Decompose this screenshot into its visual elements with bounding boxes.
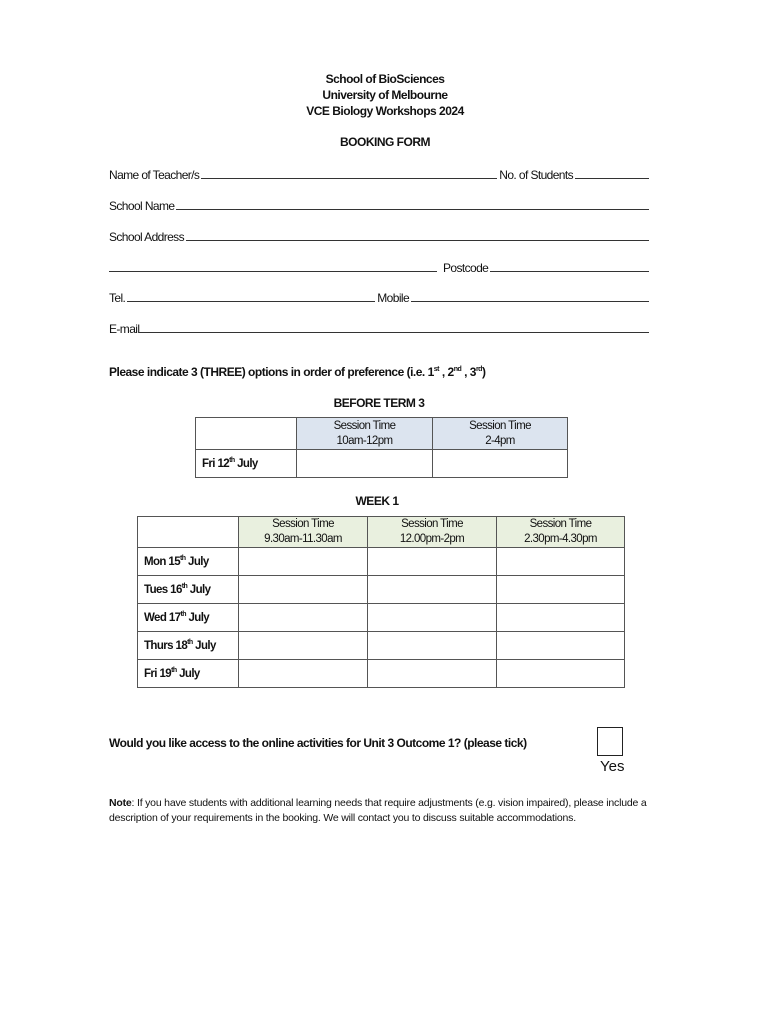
slot-cell[interactable]: [368, 548, 497, 576]
week1-col1-header: Session Time 9.30am-11.30am: [239, 517, 368, 548]
email-row: [109, 320, 651, 336]
tel-label: Tel.: [109, 291, 126, 305]
mobile-label: Mobile: [377, 291, 410, 305]
yes-label: Yes: [600, 758, 625, 775]
school-name-field[interactable]: [176, 208, 649, 210]
before-slot-2[interactable]: [433, 450, 568, 478]
week1-heading: WEEK 1: [355, 494, 399, 508]
slot-cell[interactable]: [497, 548, 625, 576]
school-name-label: School Name: [109, 199, 175, 213]
slot-cell[interactable]: [239, 604, 368, 632]
slot-cell[interactable]: [497, 660, 625, 688]
email-label: E-mail: [109, 322, 140, 336]
teacher-row: [109, 166, 651, 182]
slot-cell[interactable]: [497, 604, 625, 632]
address-postcode-row: [109, 259, 651, 275]
postcode-label: Postcode: [443, 261, 489, 275]
week1-row-label: Wed 17th July: [138, 604, 239, 632]
postcode-field[interactable]: [490, 270, 649, 272]
before-term-heading: BEFORE TERM 3: [333, 396, 425, 410]
note-label: Note: [109, 797, 132, 809]
slot-cell[interactable]: [368, 660, 497, 688]
email-field[interactable]: [139, 331, 649, 333]
school-name-row: [109, 197, 651, 213]
header-line1: School of BioSciences: [325, 72, 445, 86]
before-col2-header: Session Time 2-4pm: [433, 418, 568, 450]
week1-col2-header: Session Time 12.00pm-2pm: [368, 517, 497, 548]
school-address-field[interactable]: [186, 239, 649, 241]
mobile-field[interactable]: [411, 300, 649, 302]
students-label: No. of Students: [499, 168, 574, 182]
header-line2: University of Melbourne: [322, 88, 448, 102]
preference-instruction: Please indicate 3 (THREE) options in order of preference (i.e. 1st , 2nd , 3rd): [109, 365, 486, 379]
corner-cell: [138, 517, 239, 548]
before-row-label: Fri 12th July: [196, 450, 297, 478]
slot-cell[interactable]: [497, 576, 625, 604]
phone-row: [109, 289, 651, 305]
tel-field[interactable]: [127, 300, 375, 302]
header-line3: VCE Biology Workshops 2024: [306, 104, 464, 118]
teacher-label: Name of Teacher/s: [109, 168, 200, 182]
before-term-table: [195, 417, 568, 478]
slot-cell[interactable]: [239, 660, 368, 688]
week1-row-label: Thurs 18th July: [138, 632, 239, 660]
online-activities-question: Would you like access to the online activities for Unit 3 Outcome 1? (please tick): [109, 736, 527, 750]
slot-cell[interactable]: [368, 576, 497, 604]
school-address-label: School Address: [109, 230, 184, 244]
before-col1-header: Session Time 10am-12pm: [297, 418, 433, 450]
before-slot-1[interactable]: [297, 450, 433, 478]
teacher-field[interactable]: [201, 177, 497, 179]
week1-row-label: Mon 15th July: [138, 548, 239, 576]
week1-col3-header: Session Time 2.30pm-4.30pm: [497, 517, 625, 548]
address-line2-field[interactable]: [109, 270, 437, 272]
slot-cell[interactable]: [239, 632, 368, 660]
slot-cell[interactable]: [368, 632, 497, 660]
students-field[interactable]: [575, 177, 649, 179]
slot-cell[interactable]: [239, 576, 368, 604]
week1-table: [137, 516, 625, 688]
slot-cell[interactable]: [368, 604, 497, 632]
week1-row-label: Fri 19th July: [138, 660, 239, 688]
slot-cell[interactable]: [497, 632, 625, 660]
week1-row-label: Tues 16th July: [138, 576, 239, 604]
note-paragraph: [109, 796, 669, 826]
note-text: : If you have students with additional learning needs that require adjustments (e.g. vision impaired), please include a description of your requirements in the booking. We will contact you to discuss suitable accommodations.: [109, 797, 647, 824]
yes-checkbox[interactable]: [597, 727, 623, 756]
school-address-row: [109, 228, 651, 244]
slot-cell[interactable]: [239, 548, 368, 576]
form-title: BOOKING FORM: [340, 135, 430, 149]
corner-cell: [196, 418, 297, 450]
